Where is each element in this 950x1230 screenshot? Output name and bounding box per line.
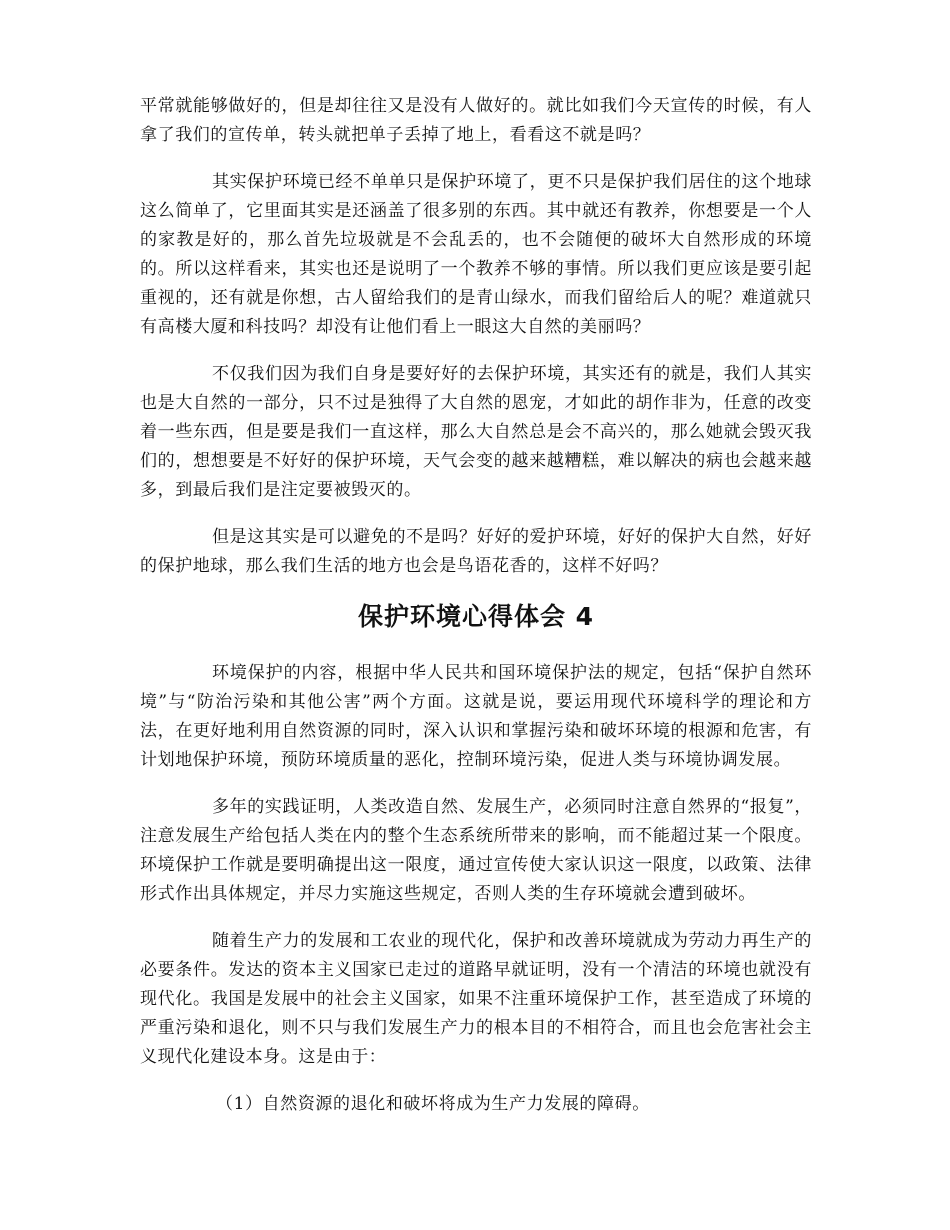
document-page xyxy=(140,92,812,1119)
paragraph: 不仅我们因为我们自身是要好好的去保护环境，其实还有的就是，我们人其实也是大自然的一部分，只不过是独得了大自然的恩宠，才如此的胡作非为，任意的改变着一些东西，但是要是我们一直这样，那么大自然总是会不高兴的，那么她就会毁灭我们的，想想要是不好好的保护环境，天气会变的越来越糟糕，难以解决的病也会越来越多，到最后我们是注定要被毁灭的。 xyxy=(140,364,812,500)
paragraph: 随着生产力的发展和工农业的现代化，保护和改善环境就成为劳动力再生产的必要条件。发达的资本主义国家已走过的道路早就证明，没有一个清洁的环境也就没有现代化。我国是发展中的社会主义国家，如果不注重环境保护工作，甚至造成了环境的严重污染和退化，则不只与我们发展生产力的根本目的不相符合，而且也会危害社会主义现代化建设本身。这是由于： xyxy=(140,931,812,1067)
paragraph: 环境保护的内容，根据中华人民共和国环境保护法的规定，包括“保护自然环境”与“防治污染和其他公害”两个方面。这就是说，要运用现代环境科学的理论和方法，在更好地利用自然资源的同时，深入认识和掌握污染和破坏环境的根源和危害，有计划地保护环境，预防环境质量的恶化，控制环境污染，促进人类与环境协调发展。 xyxy=(140,663,812,770)
paragraph: 但是这其实是可以避免的不是吗？好好的爱护环境，好好的保护大自然，好好的保护地球，那么我们生活的地方也会是鸟语花香的，这样不好吗？ xyxy=(140,527,812,576)
section-heading: 保护环境心得体会 4 xyxy=(357,602,595,631)
paragraph: 其实保护环境已经不单单只是保护环境了，更不只是保护我们居住的这个地球这么简单了，它里面其实是还涵盖了很多别的东西。其中就还有教养，你想要是一个人的家教是好的，那么首先垃圾就是不会乱丢的，也不会随便的破坏大自然形成的环境的。所以这样看来，其实也还是说明了一个教养不够的事情。所以我们更应该是要引起重视的，还有就是你想，古人留给我们的是青山绿水，而我们留给后人的呢？难道就只有高楼大厦和科技吗？却没有让他们看上一眼这大自然的美丽吗？ xyxy=(140,172,812,337)
paragraph-continued: 平常就能够做好的，但是却往往又是没有人做好的。就比如我们今天宣传的时候，有人拿了我们的宣传单，转头就把单子丢掉了地上，看看这不就是吗？ xyxy=(140,96,812,145)
paragraph: 多年的实践证明，人类改造自然、发展生产，必须同时注意自然界的“报复”，注意发展生产给包括人类在内的整个生态系统所带来的影响，而不能超过某一个限度。环境保护工作就是要明确提出这一限度，通过宣传使大家认识这一限度，以政策、法律形式作出具体规定，并尽力实施这些规定，否则人类的生存环境就会遭到破坏。 xyxy=(140,797,812,904)
list-item: （1）自然资源的退化和破坏将成为生产力发展的障碍。 xyxy=(216,1094,650,1114)
